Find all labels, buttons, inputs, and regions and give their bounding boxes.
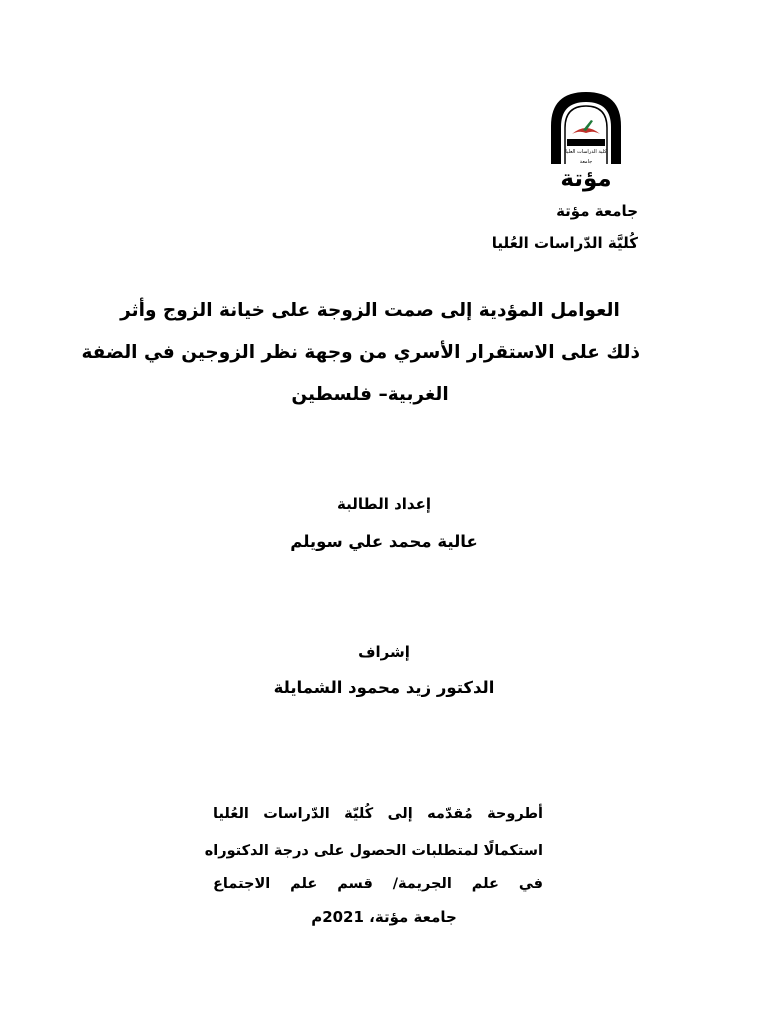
thesis-title-line-3: الغربية– فلسطين [291,384,449,405]
mutah-university-logo-icon [525,84,647,192]
student-name: عالية محمد علي سويلم [290,532,478,551]
submission-date: جامعة مؤتة، 2021م [311,908,457,926]
thesis-title-line-2: ذلك على الاستقرار الأسري من وجهة نظر الزوجين في الضفة [81,342,640,363]
supervision-label: إشراف [358,643,410,661]
submission-line-1: أطروحة مُقدّمه إلى كُليّة الدّراسات العُليا [213,806,543,822]
logo-banner-text: كلية الدراسات العليا [565,149,607,155]
supervisor-name: الدكتور زيد محمود الشمايلة [273,678,495,697]
submission-line-2: استكمالًا لمتطلبات الحصول على درجة الدكتوراه [204,843,543,859]
logo-wordmark: مؤتة [560,166,612,192]
university-logo [525,84,647,192]
university-name: جامعة مؤتة [556,202,638,220]
logo-small-text: جامعة [579,159,593,165]
submission-line-3: في علم الجريمة/ قسم علم الاجتماع [213,876,543,892]
college-name: كُليَّة الدّراسات العُليا [491,234,638,252]
preparation-label: إعداد الطالبة [337,495,431,513]
thesis-title-line-1: العوامل المؤدية إلى صمت الزوجة على خيانة الزوج وأثر [120,300,620,321]
